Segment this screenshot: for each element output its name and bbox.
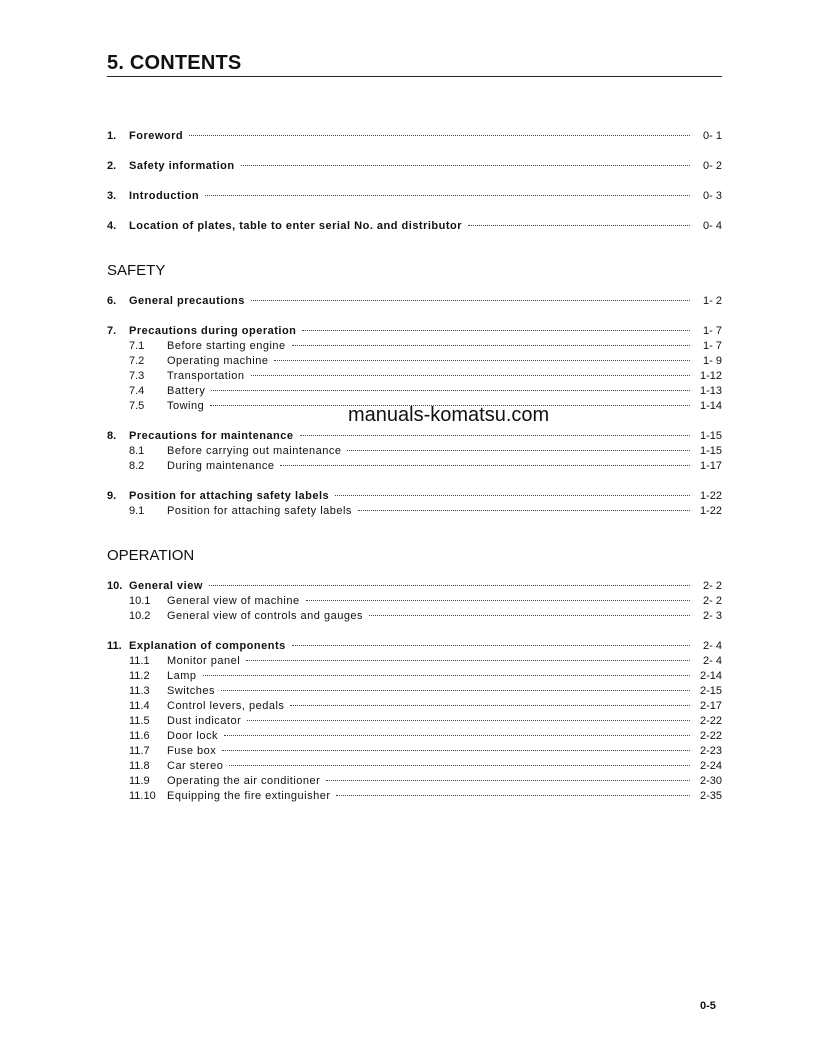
toc-entry[interactable] <box>107 189 722 204</box>
entry-label: General view <box>129 580 203 592</box>
toc-entry[interactable] <box>107 579 722 594</box>
entry-number: 11.4 <box>129 700 150 712</box>
toc-subentry[interactable] <box>107 594 722 609</box>
dot-leader <box>369 615 690 616</box>
dot-leader <box>203 675 690 676</box>
toc-entry[interactable] <box>107 159 722 174</box>
entry-label: Position for attaching safety labels <box>129 490 330 502</box>
dot-leader <box>468 225 690 226</box>
entry-page: 1- 7 <box>703 325 722 337</box>
entry-page: 0- 3 <box>703 190 722 202</box>
toc-subentry[interactable] <box>107 774 722 789</box>
entry-number: 8.2 <box>129 460 145 472</box>
toc-subentry[interactable] <box>107 384 722 399</box>
entry-number: 10.2 <box>129 610 151 622</box>
toc-entry[interactable] <box>107 219 722 234</box>
entry-number: 4. <box>107 220 117 232</box>
toc-entry[interactable] <box>107 129 722 144</box>
entry-label: Dust indicator <box>167 715 242 727</box>
toc-subentry[interactable] <box>107 504 722 519</box>
entry-page: 2- 4 <box>703 640 722 652</box>
entry-label: Precautions during operation <box>129 325 297 337</box>
entry-label: Precautions for maintenance <box>129 430 294 442</box>
entry-label: Operating the air conditioner <box>167 775 321 787</box>
entry-label: Transportation <box>167 370 245 382</box>
toc-subentry[interactable] <box>107 669 722 684</box>
toc-entry[interactable] <box>107 489 722 504</box>
entry-number: 7.2 <box>129 355 145 367</box>
entry-label: Safety information <box>129 160 235 172</box>
toc-subentry[interactable] <box>107 684 722 699</box>
entry-label: Lamp <box>167 670 197 682</box>
watermark-text: manuals-komatsu.com <box>348 404 550 426</box>
entry-label: Door lock <box>167 730 218 742</box>
entry-label: Explanation of components <box>129 640 286 652</box>
entry-page: 0- 2 <box>703 160 722 172</box>
toc-subentry[interactable] <box>107 654 722 669</box>
entry-number: 7.3 <box>129 370 145 382</box>
entry-number: 11.10 <box>129 790 156 802</box>
dot-leader <box>247 720 690 721</box>
page-number: 0-5 <box>700 1000 716 1012</box>
entry-number: 8. <box>107 430 117 442</box>
entry-label: General precautions <box>129 295 245 307</box>
toc-subentry[interactable] <box>107 609 722 624</box>
toc-subentry[interactable] <box>107 744 722 759</box>
dot-leader <box>224 735 690 736</box>
entry-label: General view of controls and gauges <box>167 610 364 622</box>
entry-label: Fuse box <box>167 745 217 757</box>
toc-entry[interactable] <box>107 324 722 339</box>
entry-number: 11.9 <box>129 775 150 787</box>
entry-page: 1-17 <box>699 460 722 472</box>
entry-label: Monitor panel <box>167 655 241 667</box>
entry-number: 11. <box>107 640 122 652</box>
dot-leader <box>335 495 690 496</box>
entry-number: 6. <box>107 295 117 307</box>
dot-leader <box>221 690 690 691</box>
entry-label: Position for attaching safety labels <box>167 505 352 517</box>
toc-subentry[interactable] <box>107 789 722 804</box>
dot-leader <box>358 510 690 511</box>
entry-number: 10.1 <box>129 595 151 607</box>
entry-number: 11.1 <box>129 655 150 667</box>
entry-page: 1-12 <box>699 370 722 382</box>
dot-leader <box>306 600 690 601</box>
toc-subentry[interactable] <box>107 459 722 474</box>
entry-page: 2-35 <box>699 790 722 802</box>
dot-leader <box>292 645 690 646</box>
entry-page: 1- 2 <box>703 295 722 307</box>
dot-leader <box>241 165 690 166</box>
toc-subentry[interactable] <box>107 759 722 774</box>
entry-label: Battery <box>167 385 206 397</box>
dot-leader <box>251 300 690 301</box>
dot-leader <box>336 795 690 796</box>
entry-page: 2- 2 <box>703 595 722 607</box>
entry-number: 11.6 <box>129 730 150 742</box>
entry-page: 0- 1 <box>703 130 722 142</box>
entry-number: 9.1 <box>129 505 145 517</box>
entry-label: Introduction <box>129 190 200 202</box>
entry-page: 2- 4 <box>703 655 722 667</box>
entry-page: 2-23 <box>699 745 722 757</box>
entry-page: 1-14 <box>699 400 722 412</box>
entry-page: 2-14 <box>699 670 722 682</box>
entry-page: 2-22 <box>699 730 722 742</box>
entry-number: 10. <box>107 580 123 592</box>
entry-number: 7.4 <box>129 385 145 397</box>
dot-leader <box>290 705 690 706</box>
entry-number: 11.7 <box>129 745 150 757</box>
entry-page: 2-15 <box>699 685 722 697</box>
dot-leader <box>251 375 690 376</box>
entry-label: Towing <box>167 400 205 412</box>
entry-number: 7.1 <box>129 340 145 352</box>
entry-number: 3. <box>107 190 117 202</box>
entry-number: 7.5 <box>129 400 145 412</box>
entry-page: 2-24 <box>699 760 722 772</box>
entry-page: 2-22 <box>699 715 722 727</box>
dot-leader <box>222 750 690 751</box>
entry-label: Operating machine <box>167 355 269 367</box>
entry-label: Before carrying out maintenance <box>167 445 342 457</box>
toc-subentry[interactable] <box>107 369 722 384</box>
dot-leader <box>292 345 690 346</box>
entry-page: 1-22 <box>699 505 722 517</box>
toc-subentry[interactable] <box>107 444 722 459</box>
entry-number: 1. <box>107 130 117 142</box>
dot-leader <box>209 585 690 586</box>
entry-label: Foreword <box>129 130 184 142</box>
section-heading-operation: OPERATION <box>107 547 195 564</box>
toc-subentry[interactable] <box>107 354 722 369</box>
entry-label: Control levers, pedals <box>167 700 285 712</box>
dot-leader <box>205 195 690 196</box>
dot-leader <box>347 450 690 451</box>
entry-page: 1- 7 <box>703 340 722 352</box>
entry-label: Switches <box>167 685 216 697</box>
dot-leader <box>280 465 690 466</box>
entry-page: 2-30 <box>699 775 722 787</box>
entry-label: Car stereo <box>167 760 224 772</box>
toc-subentry[interactable] <box>107 339 722 354</box>
entry-label: Location of plates, table to enter serial No. and distributor <box>129 220 463 232</box>
entry-number: 8.1 <box>129 445 145 457</box>
entry-label: General view of machine <box>167 595 300 607</box>
dot-leader <box>274 360 690 361</box>
entry-number: 11.8 <box>129 760 150 772</box>
toc-entry[interactable] <box>107 294 722 309</box>
dot-leader <box>246 660 690 661</box>
entry-number: 11.3 <box>129 685 150 697</box>
entry-page: 1-15 <box>699 430 722 442</box>
dot-leader <box>211 390 690 391</box>
entry-page: 2- 2 <box>703 580 722 592</box>
toc-subentry[interactable] <box>107 729 722 744</box>
toc-subentry[interactable] <box>107 699 722 714</box>
entry-label: Equipping the fire extinguisher <box>167 790 331 802</box>
toc-entry[interactable] <box>107 429 722 444</box>
entry-page: 0- 4 <box>703 220 722 232</box>
section-heading-safety: SAFETY <box>107 262 166 279</box>
entry-number: 9. <box>107 490 117 502</box>
page-title: 5. CONTENTS <box>107 52 722 77</box>
entry-number: 11.5 <box>129 715 150 727</box>
toc-subentry[interactable] <box>107 714 722 729</box>
entry-number: 7. <box>107 325 117 337</box>
toc-entry[interactable] <box>107 639 722 654</box>
dot-leader <box>302 330 690 331</box>
dot-leader <box>326 780 690 781</box>
dot-leader <box>189 135 690 136</box>
dot-leader <box>300 435 691 436</box>
entry-page: 1- 9 <box>703 355 722 367</box>
entry-page: 1-22 <box>699 490 722 502</box>
entry-label: During maintenance <box>167 460 275 472</box>
entry-page: 1-13 <box>699 385 722 397</box>
entry-page: 1-15 <box>699 445 722 457</box>
entry-page: 2- 3 <box>703 610 722 622</box>
entry-label: Before starting engine <box>167 340 286 352</box>
entry-number: 2. <box>107 160 117 172</box>
dot-leader <box>229 765 690 766</box>
entry-page: 2-17 <box>699 700 722 712</box>
entry-number: 11.2 <box>129 670 150 682</box>
